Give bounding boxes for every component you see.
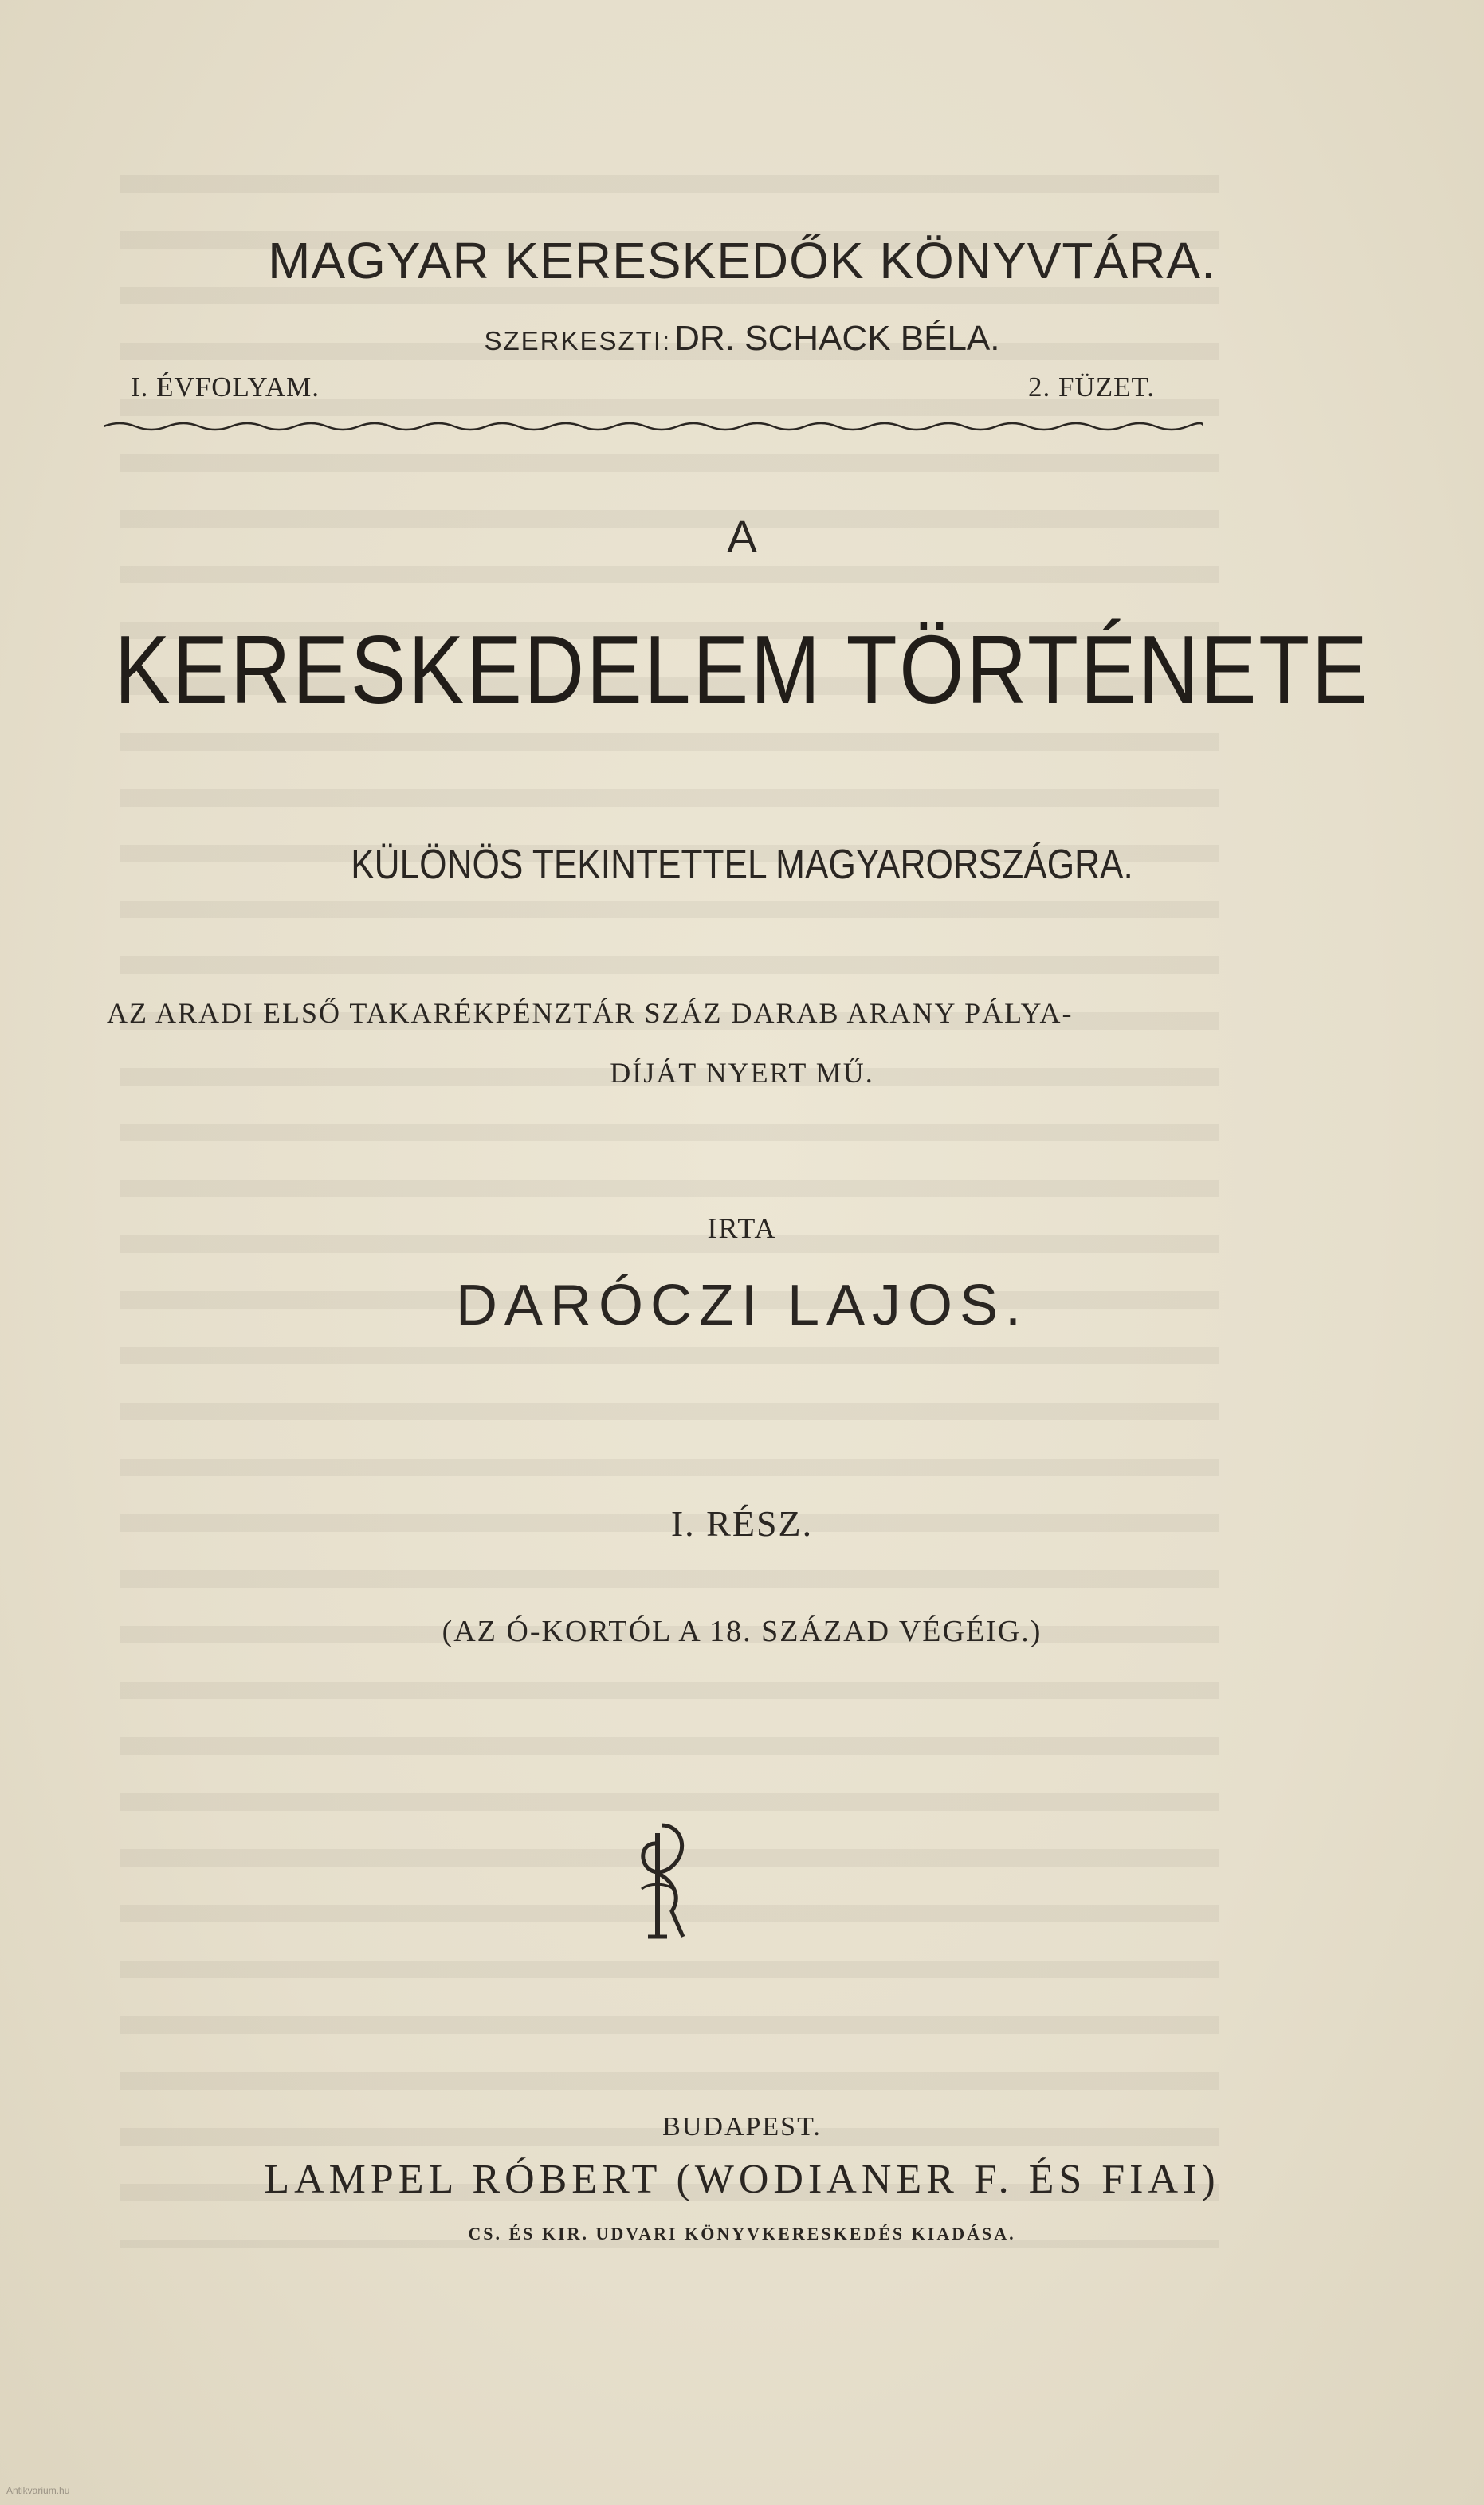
title-article: A xyxy=(727,511,757,561)
subtitle: KÜLÖNÖS TEKINTETTEL MAGYARORSZÁGRA. xyxy=(351,842,1133,888)
series-title: MAGYAR KERESKEDŐK KÖNYVTÁRA. xyxy=(268,232,1216,289)
editor-line xyxy=(0,319,1484,359)
editor-label: SZERKESZTI: xyxy=(484,326,672,355)
wavy-rule-divider xyxy=(104,416,1203,437)
prize-note-line1: AZ ARADI ELSŐ TAKARÉKPÉNZTÁR SZÁZ DARAB ARANY PÁLYA- xyxy=(107,997,1074,1029)
publisher-name: LAMPEL RÓBERT (WODIANER F. ÉS FIAI) xyxy=(264,2157,1220,2202)
publisher-monogram-icon xyxy=(626,1817,697,1953)
prize-note-line2: DÍJÁT NYERT MŰ. xyxy=(610,1057,874,1089)
volume-number: I. ÉVFOLYAM. xyxy=(131,371,320,402)
editor-name: DR. SCHACK BÉLA. xyxy=(674,319,1000,358)
imprint-city: BUDAPEST. xyxy=(662,2112,822,2142)
part-period: (AZ Ó-KORTÓL A 18. SZÁZAD VÉGÉIG.) xyxy=(442,1615,1042,1648)
author-label: IRTA xyxy=(707,1212,777,1244)
main-title: KERESKEDELEM TÖRTÉNETE xyxy=(114,615,1370,724)
source-watermark: Antikvarium.hu xyxy=(6,2485,70,2496)
author-name: DARÓCZI LAJOS. xyxy=(455,1274,1029,1337)
part-title: I. RÉSZ. xyxy=(670,1503,814,1544)
bookshop-line: CS. ÉS KIR. UDVARI KÖNYVKERESKEDÉS KIADÁSA. xyxy=(468,2224,1016,2244)
issue-number: 2. FÜZET. xyxy=(1028,371,1156,402)
